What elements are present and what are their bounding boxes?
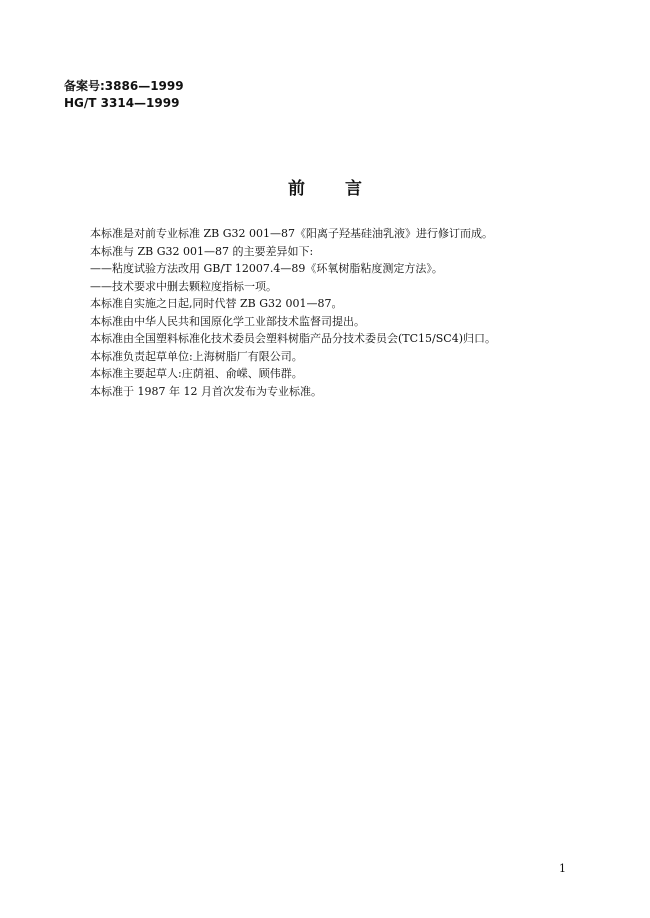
preface-paragraph: 本标准负责起草单位:上海树脂厂有限公司。: [90, 349, 303, 363]
preface-paragraph: 本标准自实施之日起,同时代替 ZB G32 001—87。: [90, 297, 343, 310]
header-codes: [64, 78, 184, 112]
preface-paragraph: ——技术要求中删去颗粒度指标一项。: [90, 279, 277, 293]
page-number: 1: [559, 862, 566, 875]
preface-paragraph: 本标准与 ZB G32 001—87 的主要差异如下:: [90, 244, 314, 258]
preface-paragraph: 本标准由全国塑料标准化技术委员会塑料树脂产品分技术委员会(TC15/SC4)归口。: [90, 332, 496, 345]
preface-paragraph: 本标准主要起草人:庄荫祖、俞嵘、顾伟群。: [90, 367, 303, 380]
preface-paragraph: 本标准是对前专业标准 ZB G32 001—87《阳离子羟基硅油乳液》进行修订而成。: [90, 227, 493, 240]
preface-paragraph: 本标准由中华人民共和国原化学工业部技术监督司提出。: [90, 314, 365, 328]
preface-content: [90, 225, 590, 400]
page-title: 前言: [288, 179, 402, 199]
preface-paragraph: ——粘度试验方法改用 GB/T 12007.4—89《环氧树脂粘度测定方法》。: [90, 262, 443, 275]
standard-code: HG/T 3314—1999: [64, 96, 180, 110]
preface-paragraph: 本标准于 1987 年 12 月首次发布为专业标准。: [90, 384, 322, 398]
record-number: 备案号:3886—1999: [64, 79, 184, 93]
